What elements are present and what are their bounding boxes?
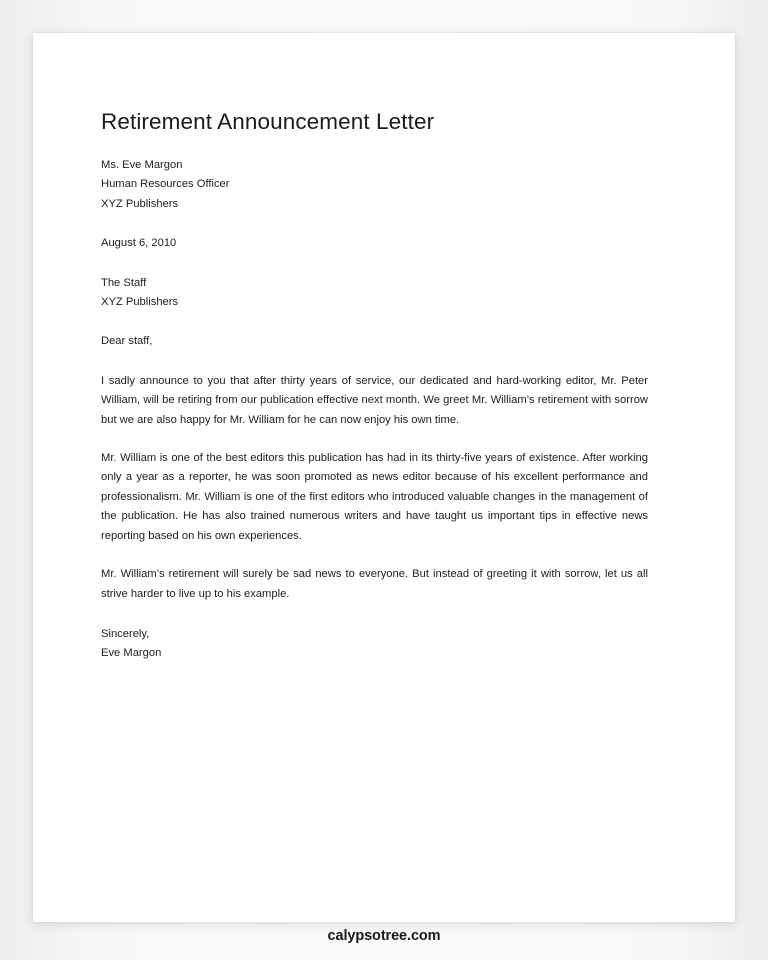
salutation: [101, 332, 648, 351]
page-title: Retirement Announcement Letter: [101, 109, 435, 134]
closing-block: [101, 625, 648, 664]
date-text: August 6, 2010: [101, 237, 177, 250]
sender-address-block: [101, 156, 648, 214]
sender-job-title: Human Resources Officer: [101, 178, 230, 191]
letter-date: [101, 234, 648, 253]
recipient-company: XYZ Publishers: [101, 296, 179, 309]
signature-name: Eve Margon: [101, 647, 162, 660]
recipient-address-block: [101, 274, 648, 313]
sender-name: Ms. Eve Margon: [101, 159, 183, 171]
sender-company: XYZ Publishers: [101, 197, 179, 210]
recipient-name: The Staff: [101, 276, 147, 289]
site-watermark: calypsotree.com: [327, 928, 441, 944]
letter-content: [101, 108, 648, 664]
salutation-text: Dear staff,: [101, 335, 153, 348]
document-page: [33, 33, 735, 922]
body-paragraph-1: I sadly announce to you that after thirty years of service, our dedicated and hard-working editor, Mr. Peter William, will be retiring from our publication effective next month. We greet Mr. William’s retirement with sorrow but we are also happy for Mr. William for he can now enjoy his own time.: [101, 374, 648, 426]
valediction: Sincerely,: [101, 627, 150, 640]
body-paragraph-3: Mr. William’s retirement will surely be sad news to everyone. But instead of greeting it with sorrow, let us all strive harder to live up to his example.: [101, 568, 648, 600]
body-paragraph-2: Mr. William is one of the best editors this publication has had in its thirty-five years of existence. After working only a year as a reporter, he was soon promoted as news editor because of his excellent performance and professionalism. Mr. William is one of the first editors who introduced valuable changes in the management of the publication. He has also trained numerous writers and have taught us important tips in effective news reporting based on his own experiences.: [101, 452, 648, 542]
